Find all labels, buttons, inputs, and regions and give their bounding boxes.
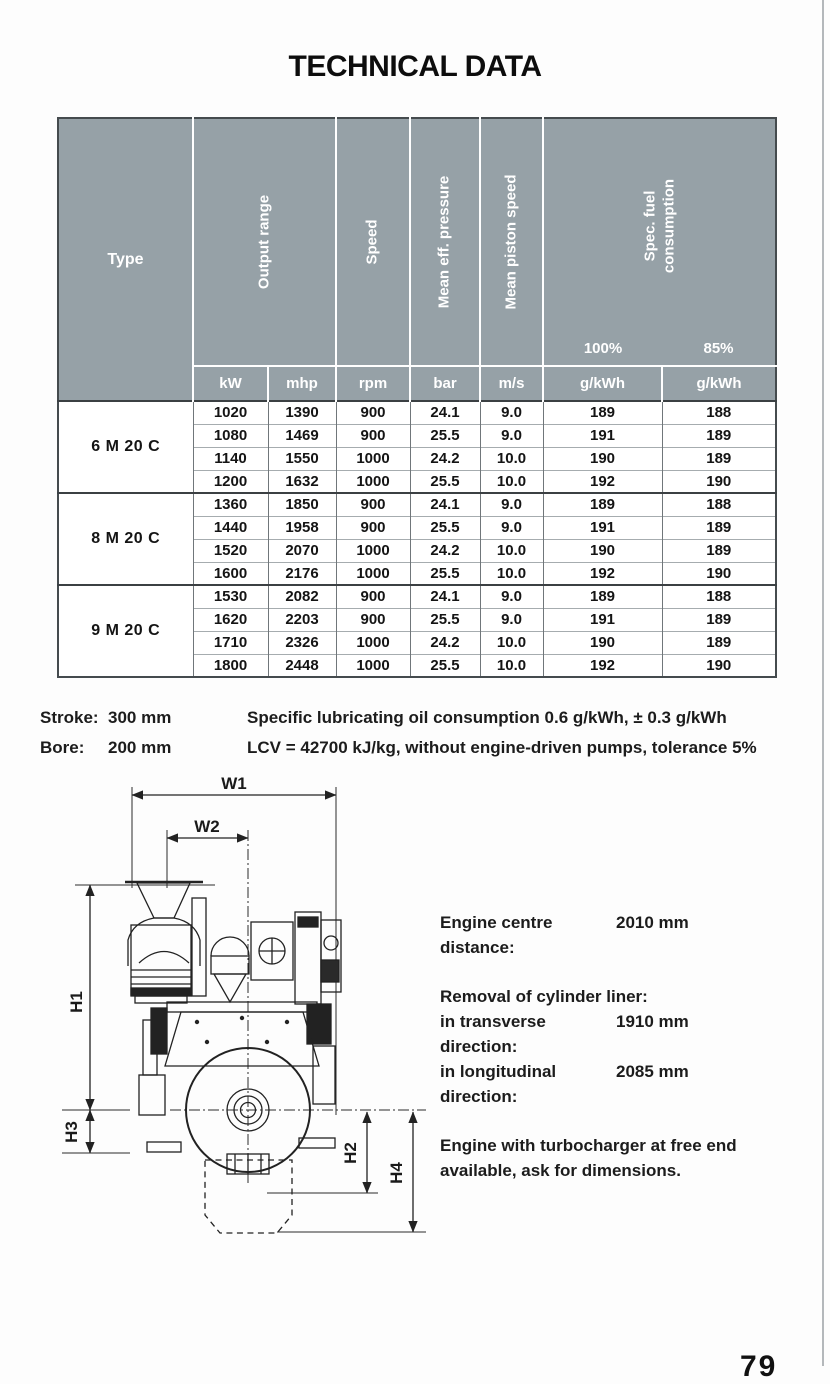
value-cell: 188 bbox=[662, 401, 776, 424]
value-cell: 1800 bbox=[193, 654, 268, 677]
dim-label-h4: H4 bbox=[387, 1162, 406, 1184]
value-cell: 2070 bbox=[268, 539, 336, 562]
value-cell: 24.2 bbox=[410, 631, 480, 654]
engine-type-cell: 6 M 20 C bbox=[58, 401, 193, 493]
dim-label-w1: W1 bbox=[221, 774, 247, 793]
value-cell: 190 bbox=[662, 562, 776, 585]
value-cell: 189 bbox=[543, 585, 662, 608]
value-cell: 900 bbox=[336, 493, 410, 516]
header-load-100: 100% bbox=[543, 332, 662, 366]
value-cell: 1000 bbox=[336, 631, 410, 654]
value-cell: 24.1 bbox=[410, 401, 480, 424]
page-number: 79 bbox=[740, 1350, 778, 1383]
page-edge-line bbox=[822, 0, 824, 1366]
unit-mhp: mhp bbox=[268, 366, 336, 401]
header-speed-label: Speed bbox=[363, 219, 381, 265]
value-cell: 10.0 bbox=[480, 470, 543, 493]
removal-longitudinal: in longitudinal direction: 2085 mm bbox=[440, 1062, 689, 1106]
value-cell: 900 bbox=[336, 401, 410, 424]
value-cell: 25.5 bbox=[410, 470, 480, 493]
value-cell: 191 bbox=[543, 424, 662, 447]
dimension-specs bbox=[440, 910, 785, 1183]
value-cell: 1710 bbox=[193, 631, 268, 654]
value-cell: 900 bbox=[336, 424, 410, 447]
value-cell: 1520 bbox=[193, 539, 268, 562]
value-cell: 189 bbox=[662, 608, 776, 631]
value-cell: 900 bbox=[336, 585, 410, 608]
header-mean-eff-pressure bbox=[410, 118, 480, 366]
value-cell: 24.2 bbox=[410, 447, 480, 470]
lcv-note: LCV = 42700 kJ/kg, without engine-driven pumps, tolerance 5% bbox=[247, 738, 757, 757]
engine-group bbox=[58, 585, 776, 677]
table-header bbox=[58, 118, 776, 401]
engine-type-cell: 8 M 20 C bbox=[58, 493, 193, 585]
value-cell: 1550 bbox=[268, 447, 336, 470]
value-cell: 1020 bbox=[193, 401, 268, 424]
value-cell: 1200 bbox=[193, 470, 268, 493]
header-mean-eff-pressure-label: Mean eff. pressure bbox=[435, 175, 453, 309]
header-spec-fuel-label: Spec. fuel consumption bbox=[640, 178, 677, 273]
value-cell: 188 bbox=[662, 493, 776, 516]
value-cell: 192 bbox=[543, 562, 662, 585]
engine-group bbox=[58, 493, 776, 585]
bore-note: Bore: 200 mm bbox=[40, 738, 172, 757]
unit-bar: bar bbox=[410, 366, 480, 401]
header-output-range bbox=[193, 118, 336, 366]
value-cell: 9.0 bbox=[480, 585, 543, 608]
value-cell: 192 bbox=[543, 654, 662, 677]
value-cell: 1440 bbox=[193, 516, 268, 539]
value-cell: 25.5 bbox=[410, 654, 480, 677]
engine-dimension-drawing bbox=[55, 770, 445, 1250]
value-cell: 189 bbox=[662, 516, 776, 539]
header-mean-piston-speed bbox=[480, 118, 543, 366]
value-cell: 1000 bbox=[336, 470, 410, 493]
header-type: Type bbox=[58, 118, 193, 401]
removal-transverse: in transverse direction: 1910 mm bbox=[440, 1012, 689, 1056]
table-row bbox=[58, 585, 776, 608]
value-cell: 10.0 bbox=[480, 539, 543, 562]
value-cell: 190 bbox=[543, 631, 662, 654]
stroke-bore-notes bbox=[40, 703, 171, 763]
value-cell: 1850 bbox=[268, 493, 336, 516]
value-cell: 190 bbox=[543, 539, 662, 562]
value-cell: 189 bbox=[662, 447, 776, 470]
unit-ms: m/s bbox=[480, 366, 543, 401]
table-row bbox=[58, 493, 776, 516]
value-cell: 10.0 bbox=[480, 562, 543, 585]
removal-title: Removal of cylinder liner: bbox=[440, 987, 648, 1006]
value-cell: 1632 bbox=[268, 470, 336, 493]
value-cell: 1140 bbox=[193, 447, 268, 470]
turbocharger-note-line1: Engine with turbocharger at free end bbox=[440, 1136, 737, 1155]
lube-oil-note: Specific lubricating oil consumption 0.6 g/kWh, ± 0.3 g/kWh bbox=[247, 708, 727, 727]
value-cell: 1390 bbox=[268, 401, 336, 424]
value-cell: 10.0 bbox=[480, 447, 543, 470]
value-cell: 25.5 bbox=[410, 608, 480, 631]
unit-g-kwh-100: g/kWh bbox=[543, 366, 662, 401]
header-output-range-label: Output range bbox=[255, 194, 273, 290]
value-cell: 10.0 bbox=[480, 631, 543, 654]
value-cell: 190 bbox=[543, 447, 662, 470]
value-cell: 1000 bbox=[336, 539, 410, 562]
value-cell: 9.0 bbox=[480, 424, 543, 447]
value-cell: 1600 bbox=[193, 562, 268, 585]
engine-centre-distance: Engine centre distance: 2010 mm bbox=[440, 913, 689, 957]
dim-label-w2: W2 bbox=[194, 817, 220, 836]
unit-kw: kW bbox=[193, 366, 268, 401]
value-cell: 190 bbox=[662, 470, 776, 493]
value-cell: 1469 bbox=[268, 424, 336, 447]
value-cell: 2082 bbox=[268, 585, 336, 608]
engine-outline bbox=[125, 882, 341, 1233]
value-cell: 2176 bbox=[268, 562, 336, 585]
value-cell: 10.0 bbox=[480, 654, 543, 677]
stroke-note: Stroke: 300 mm bbox=[40, 708, 172, 727]
value-cell: 24.1 bbox=[410, 585, 480, 608]
value-cell: 192 bbox=[543, 470, 662, 493]
value-cell: 2203 bbox=[268, 608, 336, 631]
value-cell: 25.5 bbox=[410, 562, 480, 585]
unit-rpm: rpm bbox=[336, 366, 410, 401]
turbocharger-note-line2: available, ask for dimensions. bbox=[440, 1161, 681, 1180]
value-cell: 9.0 bbox=[480, 401, 543, 424]
value-cell: 189 bbox=[662, 539, 776, 562]
header-load-85: 85% bbox=[662, 332, 776, 366]
dim-label-h3: H3 bbox=[62, 1121, 81, 1143]
dim-label-h1: H1 bbox=[67, 991, 86, 1013]
value-cell: 9.0 bbox=[480, 493, 543, 516]
consumption-notes bbox=[247, 703, 787, 763]
value-cell: 1958 bbox=[268, 516, 336, 539]
unit-g-kwh-85: g/kWh bbox=[662, 366, 776, 401]
value-cell: 189 bbox=[543, 401, 662, 424]
value-cell: 1530 bbox=[193, 585, 268, 608]
value-cell: 1000 bbox=[336, 562, 410, 585]
value-cell: 191 bbox=[543, 516, 662, 539]
value-cell: 1000 bbox=[336, 654, 410, 677]
value-cell: 191 bbox=[543, 608, 662, 631]
header-speed bbox=[336, 118, 410, 366]
value-cell: 24.2 bbox=[410, 539, 480, 562]
value-cell: 1360 bbox=[193, 493, 268, 516]
value-cell: 9.0 bbox=[480, 516, 543, 539]
value-cell: 1000 bbox=[336, 447, 410, 470]
value-cell: 2326 bbox=[268, 631, 336, 654]
technical-data-table bbox=[57, 117, 777, 678]
value-cell: 190 bbox=[662, 654, 776, 677]
engine-type-cell: 9 M 20 C bbox=[58, 585, 193, 677]
value-cell: 189 bbox=[662, 424, 776, 447]
value-cell: 9.0 bbox=[480, 608, 543, 631]
value-cell: 900 bbox=[336, 516, 410, 539]
header-mean-piston-speed-label: Mean piston speed bbox=[502, 174, 520, 310]
value-cell: 1080 bbox=[193, 424, 268, 447]
value-cell: 189 bbox=[662, 631, 776, 654]
engine-group bbox=[58, 401, 776, 493]
page-title: TECHNICAL DATA bbox=[288, 50, 542, 83]
value-cell: 1620 bbox=[193, 608, 268, 631]
value-cell: 2448 bbox=[268, 654, 336, 677]
value-cell: 188 bbox=[662, 585, 776, 608]
value-cell: 25.5 bbox=[410, 424, 480, 447]
value-cell: 25.5 bbox=[410, 516, 480, 539]
value-cell: 900 bbox=[336, 608, 410, 631]
header-spec-fuel-consumption bbox=[543, 118, 776, 332]
value-cell: 189 bbox=[543, 493, 662, 516]
table-row bbox=[58, 401, 776, 424]
dim-label-h2: H2 bbox=[341, 1142, 360, 1164]
value-cell: 24.1 bbox=[410, 493, 480, 516]
